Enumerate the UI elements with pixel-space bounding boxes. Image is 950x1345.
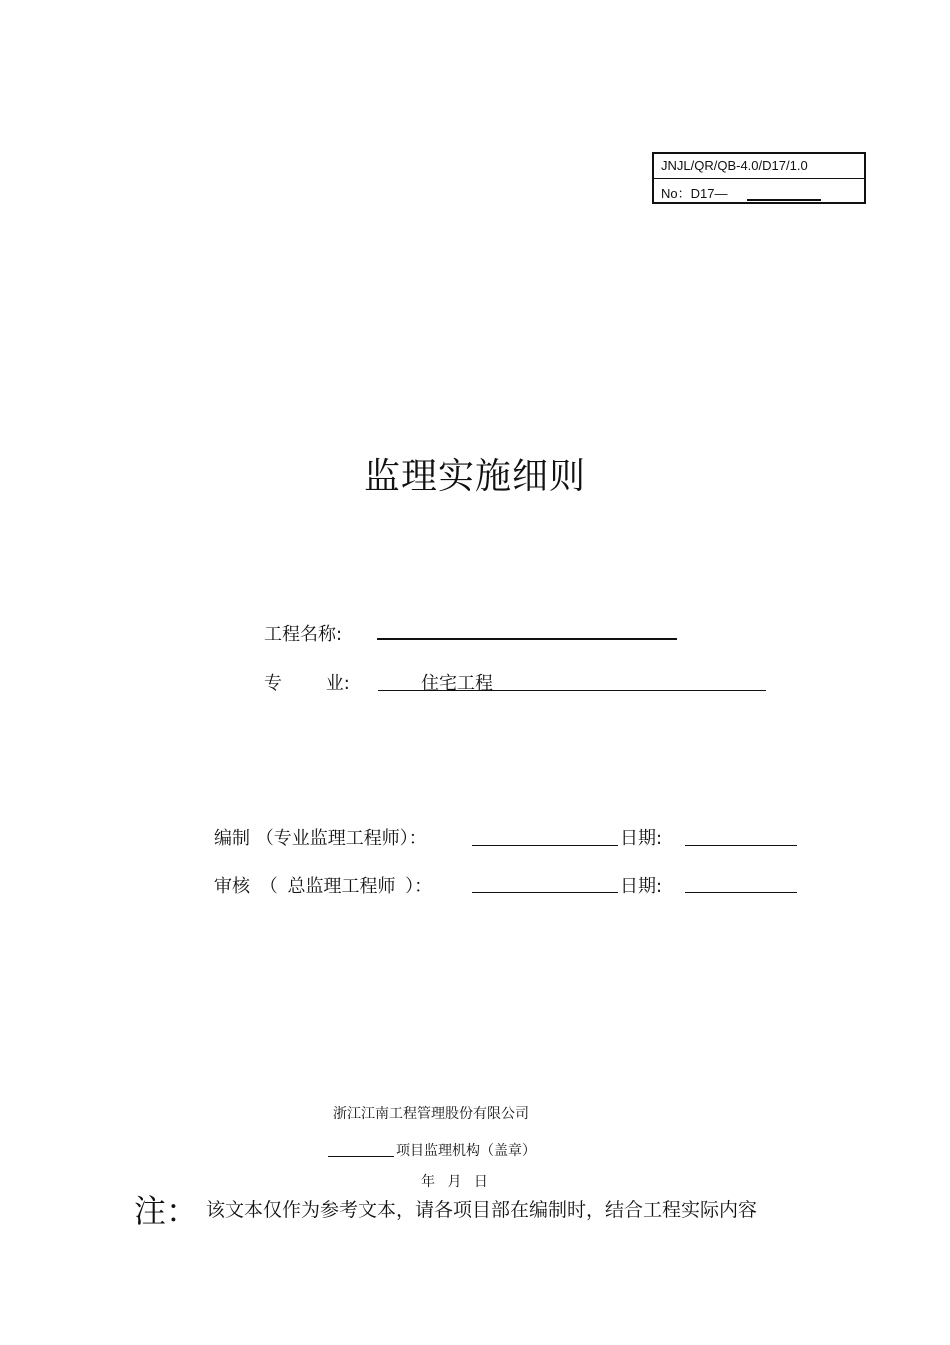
note-text: 该文本仅作为参考文本，请各项目部在编制时，结合工程实际内容 <box>206 1199 758 1221</box>
page-title: 监理实施细则 <box>363 456 586 497</box>
specialty-field[interactable] <box>378 690 766 691</box>
reviewed-date-label: 日期: <box>620 876 663 897</box>
note-label: 注： <box>134 1192 199 1230</box>
project-name-field[interactable] <box>377 638 677 640</box>
project-org-field[interactable] <box>328 1156 394 1157</box>
document-number-row <box>654 179 864 204</box>
reviewed-date-field[interactable] <box>685 892 797 893</box>
prepared-by-label: 编制 （专业监理工程师）： <box>214 828 427 849</box>
specialty-value: 住宅工程 <box>421 673 493 694</box>
prepared-date-field[interactable] <box>685 845 797 846</box>
reviewed-by-field[interactable] <box>472 892 618 893</box>
company-name: 浙江江南工程管理股份有限公司 <box>333 1106 529 1122</box>
document-code: JNJL/QR/QB-4.0/D17/1.0 <box>661 158 808 173</box>
document-code-box <box>652 152 866 204</box>
specialty-label: 专 业: <box>264 673 350 694</box>
document-code-row <box>654 154 864 179</box>
prepared-date-label: 日期: <box>620 828 663 849</box>
document-number-blank[interactable] <box>747 199 821 201</box>
seal-date-line: 年 月 日 <box>421 1174 488 1190</box>
prepared-by-field[interactable] <box>472 845 618 846</box>
project-org-label: 项目监理机构（盖章） <box>396 1143 536 1159</box>
document-number-label: No：D17— <box>661 186 728 201</box>
project-name-label: 工程名称: <box>264 624 343 645</box>
reviewed-by-label: 审核 （ 总监理工程师 ）： <box>214 876 433 897</box>
